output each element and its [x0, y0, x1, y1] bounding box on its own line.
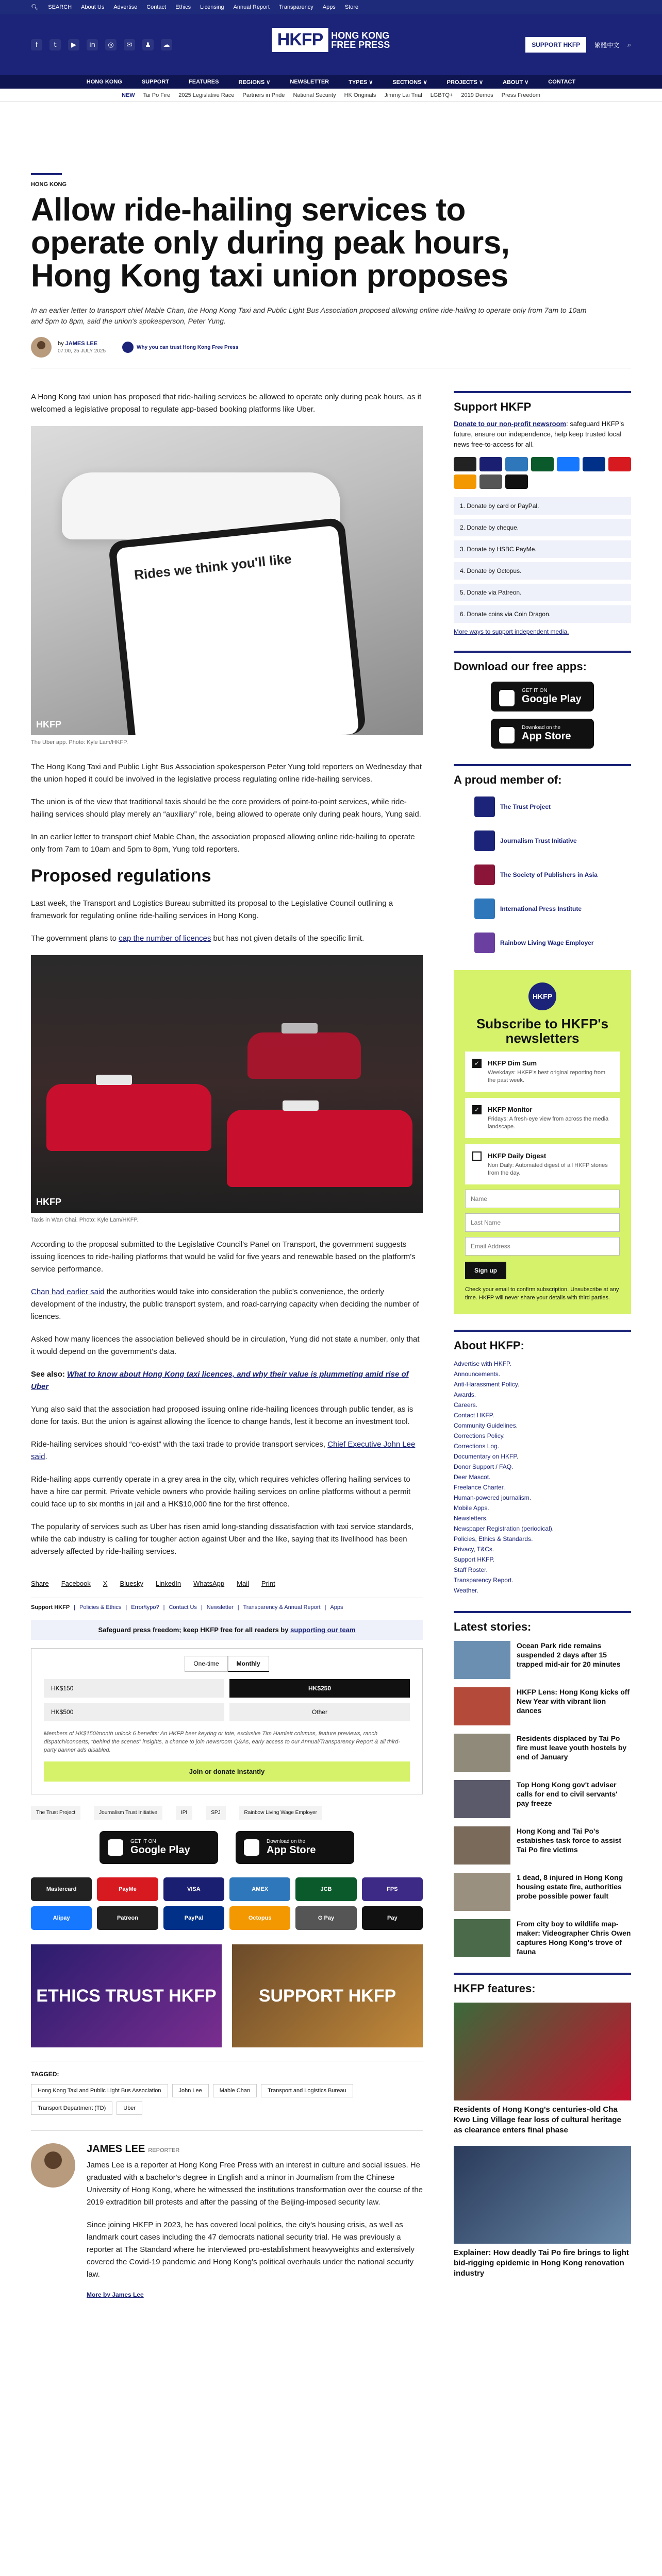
octopus-icon — [454, 474, 476, 489]
sidebar-about — [454, 1330, 631, 1596]
x-icon[interactable]: t — [49, 39, 61, 50]
nav-features[interactable]: FEATURES — [189, 79, 219, 85]
amex-icon — [505, 457, 528, 471]
story-item[interactable]: Residents displaced by Tai Po fire must leave youth hostels by end of January — [454, 1734, 631, 1772]
sidebar-title: HKFP features: — [454, 1982, 536, 1995]
amount-options — [44, 1679, 410, 1721]
nav-support[interactable]: SUPPORT — [141, 79, 170, 85]
trending-new-label: NEW — [122, 92, 135, 98]
mastodon-icon[interactable]: ♟ — [142, 39, 154, 50]
join-donate-button[interactable]: Join or donate instantly — [44, 1761, 410, 1782]
john-lee-link[interactable]: Chief Executive John Lee said — [31, 1440, 416, 1461]
policy-link[interactable]: Contact Us — [169, 1604, 197, 1611]
sidebar — [454, 391, 631, 2298]
ethics-banner[interactable]: ETHICS TRUST HKFP — [31, 1944, 222, 2047]
tag-list — [31, 2084, 423, 2115]
newsletter-option[interactable]: ✓ HKFP Monitor Fridays: A fresh-eye view from across the media landscape. — [465, 1098, 620, 1138]
sidebar-support-text: Donate to our non-profit newsroom: safeguard HKFP's future, ensure our independence, help keep trusted local news free-to-access for all. — [454, 420, 624, 448]
safeguard-banner: Safeguard press freedom; keep HKFP free for all readers by supporting our team — [31, 1620, 423, 1640]
nav-regions[interactable]: REGIONS ∨ — [238, 79, 271, 86]
about-link[interactable]: Careers. — [454, 1401, 478, 1409]
about-link[interactable]: Awards. — [454, 1391, 476, 1398]
author-bio: Since joining HKFP in 2023, he has covered local politics, the city's housing crisis, as well as landmark court cases including the 47 democrats national security trial. He was previously a reporter at The Standard where he interviewed pro-establishment heavyweights and extensively covered the Covid-19 pandemic and Hong Kong's political overhauls under the national security law. — [87, 2221, 415, 2279]
content-columns — [31, 391, 631, 2298]
about-link[interactable]: Staff Roster. — [454, 1566, 488, 1573]
share-x[interactable]: X — [103, 1580, 108, 1587]
paragraph: A Hong Kong taxi union has proposed that ride-hailing services be allowed to operate only during peak hours, as it welcomed a legislative proposal to regulate app-based booking platforms like Uber. — [31, 393, 422, 414]
search-icon[interactable]: 🔍︎ — [31, 4, 39, 11]
paragraph: The government plans to cap the number of licences but has not given details of the specific limit. — [31, 934, 365, 943]
utility-link-about[interactable]: About Us — [81, 4, 105, 10]
policy-links: Support HKFP | Policies & Ethics | Error/typo? | Contact Us | Newsletter | Transparency & Annual Report | Apps — [31, 1604, 343, 1611]
sidebar-features — [454, 1973, 631, 2279]
support-banner[interactable]: SUPPORT HKFP — [232, 1944, 423, 2047]
jcb-icon[interactable]: JCB — [295, 1877, 356, 1901]
trust-project-logo[interactable]: The Trust Project — [454, 795, 631, 819]
signup-button[interactable]: Sign up — [465, 1262, 506, 1279]
app-store-button[interactable]: Download on the App Store — [491, 719, 594, 749]
donate-option[interactable]: 2. Donate by cheque. — [454, 519, 631, 536]
byline-author[interactable]: by JAMES LEE — [58, 341, 98, 347]
share-mail[interactable]: Mail — [237, 1580, 249, 1587]
instagram-icon[interactable]: ◎ — [105, 39, 117, 50]
language-switch[interactable]: 繁體中文 — [594, 41, 620, 49]
photo-caption: Taxis in Wan Chai. Photo: Kyle Lam/HKFP. — [31, 1217, 139, 1223]
app-store-button[interactable]: Download on the App Store — [236, 1831, 354, 1864]
policy-link[interactable]: Apps — [330, 1604, 343, 1611]
donate-option[interactable]: 1. Donate by card or PayPal. — [454, 497, 631, 515]
utility-link-transparency[interactable]: Transparency — [278, 4, 313, 10]
nav-contact[interactable]: CONTACT — [548, 79, 576, 85]
checkbox-checked-icon[interactable]: ✓ — [472, 1059, 482, 1068]
newsletter-note: Check your email to confirm subscription. Unsubscribe at any time. HKFP will never share your details with third parties. — [465, 1286, 619, 1301]
about-link[interactable]: Human-powered journalism. — [454, 1494, 532, 1501]
paragraph: The union is of the view that traditional taxis should be the core providers of point-to-point services, while ride-hailing services should play merely an “auxiliary” role, being allowed to operate only during peak hours, Yung said. — [31, 798, 421, 819]
subheading: Proposed regulations — [31, 866, 211, 886]
share-label: Share — [31, 1580, 49, 1587]
story-thumbnail — [454, 1873, 510, 1911]
share-bluesky[interactable]: Bluesky — [120, 1580, 143, 1587]
patreon-icon[interactable]: Patreon — [97, 1906, 158, 1930]
sidebar-members — [454, 764, 631, 955]
about-link[interactable]: Anti-Harassment Policy. — [454, 1381, 520, 1388]
jti-logo[interactable]: Journalism Trust Initiative — [454, 829, 631, 853]
freq-one-time[interactable]: One-time — [185, 1656, 227, 1672]
donate-box — [31, 1648, 423, 1794]
apple-pay-icon[interactable]: Pay — [362, 1906, 423, 1930]
email-field[interactable] — [465, 1237, 620, 1256]
about-link[interactable]: Support HKFP. — [454, 1556, 495, 1563]
sidebar-title: About HKFP: — [454, 1339, 524, 1352]
policy-link[interactable]: Newsletter — [206, 1604, 234, 1611]
bluesky-icon[interactable]: ☁ — [161, 39, 172, 50]
trending-item[interactable]: Partners in Pride — [242, 92, 285, 98]
article-dek: In an earlier letter to transport chief Mable Chan, the Hong Kong Taxi and Public Light Bus Association proposed allowing online ride-hailing to operate only from 7am to 10am and 5pm to 8pm, said the union's spokesperson, Peter Yung. — [31, 306, 587, 325]
article-body — [31, 391, 423, 2298]
paragraph: Asked how many licences the association believed should be in circulation, Yung did not state a number, only that it would depend on the government's data. — [31, 1335, 420, 1356]
paragraph: Yung also said that the association had proposed issuing online ride-hailing licences through public tender, as is done for taxis. But the union is against allowing the licence to change hands, lest it become an investment tool. — [31, 1405, 413, 1426]
photo-watermark: HKFP — [36, 719, 61, 730]
about-link[interactable]: Documentary on HKFP. — [454, 1453, 519, 1460]
tag-chip[interactable]: John Lee — [172, 2084, 209, 2097]
nav-types[interactable]: TYPES ∨ — [349, 79, 373, 86]
tag-chip[interactable]: Mable Chan — [213, 2084, 257, 2097]
visa-icon[interactable]: VISA — [163, 1877, 224, 1901]
amount-150[interactable]: HK$150 — [44, 1679, 224, 1698]
checkbox-icon[interactable] — [472, 1151, 482, 1161]
sidebar-apps — [454, 651, 631, 749]
donate-option[interactable]: 5. Donate via Patreon. — [454, 584, 631, 601]
story-thumbnail — [454, 1780, 510, 1818]
main-nav — [0, 75, 662, 89]
nav-about[interactable]: ABOUT ∨ — [503, 79, 529, 86]
share-facebook[interactable]: Facebook — [61, 1580, 91, 1587]
sidebar-title: Latest stories: — [454, 1620, 532, 1633]
donate-link[interactable]: Donate to our non-profit newsroom — [454, 420, 567, 428]
utility-link-advertise[interactable]: Advertise — [113, 4, 138, 10]
paragraph: Ride-hailing services should “co-exist” with the taxi trade to provide transport services, Chief Executive John Lee said. — [31, 1440, 416, 1461]
author-bio: James Lee is a reporter at Hong Kong Free Press with an interest in culture and social issues. He graduated with a bachelor's degree in English and a minor in Journalism from the Chinese University of Hong Kong, where he witnessed the institutions transformation over the course of the 2019 extradition bill protests and after the passing of the Beijing-imposed security law. — [87, 2161, 423, 2207]
feature-item[interactable]: Residents of Hong Kong's centuries-old Cha Kwo Ling Village fear loss of cultural heritage as clearance enters final phase — [454, 2003, 631, 2136]
paragraph: The Hong Kong Taxi and Public Light Bus Association spokesperson Peter Yung told reporters on Wednesday that the union hoped it could be involved in the legislative process regulating online ride-hailing services. — [31, 762, 422, 784]
story-item[interactable]: HKFP Lens: Hong Kong kicks off New Year with vibrant lion dances — [454, 1687, 631, 1725]
about-link[interactable]: Policies, Ethics & Standards. — [454, 1535, 533, 1543]
checkbox-checked-icon[interactable]: ✓ — [472, 1105, 482, 1114]
spj-logo[interactable]: SPJ — [206, 1806, 225, 1820]
google-play-button[interactable]: GET IT ON Google Play — [491, 682, 594, 711]
living-wage-logo[interactable]: Rainbow Living Wage Employer — [454, 931, 631, 955]
story-item[interactable]: Hong Kong and Tai Po's estabishes task force to assist Tai Po fire victims — [454, 1826, 631, 1865]
trending-item[interactable]: Press Freedom — [501, 92, 540, 98]
story-thumbnail — [454, 1687, 510, 1725]
ipi-logo[interactable]: International Press Institute — [454, 897, 631, 921]
tag-chip[interactable]: Transport Department (TD) — [31, 2102, 112, 2115]
search-icon[interactable]: ⌕ — [627, 41, 631, 48]
tags-section — [31, 2061, 423, 2115]
gpay-icon[interactable]: G Pay — [295, 1906, 356, 1930]
facebook-icon[interactable]: f — [31, 39, 42, 50]
logo-mark: HKFP — [272, 28, 328, 52]
hkfp-badge-icon — [122, 342, 134, 353]
story-item[interactable]: Top Hong Kong gov't adviser calls for end to civil servants' pay freeze — [454, 1780, 631, 1818]
about-link[interactable]: Weather. — [454, 1587, 478, 1594]
alipay-icon — [557, 457, 580, 471]
share-linkedin[interactable]: LinkedIn — [156, 1580, 181, 1587]
see-also-link[interactable]: What to know about Hong Kong taxi licences, and why their value is plummeting amid rise of Uber — [31, 1370, 409, 1391]
taxi-shape — [46, 1084, 211, 1151]
donate-options — [454, 497, 631, 623]
sidebar-latest — [454, 1611, 631, 1957]
octopus-icon[interactable]: Octopus — [229, 1906, 290, 1930]
tag-chip[interactable]: Hong Kong Taxi and Public Light Bus Association — [31, 2084, 168, 2097]
author-box — [31, 2130, 423, 2298]
latest-list — [454, 1641, 631, 1957]
nav-newsletter[interactable]: NEWSLETTER — [290, 79, 329, 85]
nav-projects[interactable]: PROJECTS ∨ — [446, 79, 484, 86]
sidebar-title: Download our free apps: — [454, 660, 587, 673]
last-name-field[interactable] — [465, 1213, 620, 1232]
amount-other[interactable]: Other — [229, 1703, 410, 1721]
see-also: See also: What to know about Hong Kong taxi licences, and why their value is plummeting amid rise of Uber — [31, 1370, 409, 1391]
sidebar-support — [454, 391, 631, 635]
header-actions — [525, 37, 631, 53]
section-rule — [31, 173, 62, 175]
sidebar-payment-icons — [454, 457, 631, 489]
policy-link[interactable]: Transparency & Annual Report — [243, 1604, 321, 1611]
about-link[interactable]: Newsletters. — [454, 1515, 488, 1522]
story-item[interactable]: Ocean Park ride remains suspended 2 days after 15 trapped mid-air for 20 minutes — [454, 1641, 631, 1679]
taxi-shape — [227, 1110, 412, 1187]
paypal-icon[interactable]: PayPal — [163, 1906, 224, 1930]
about-link[interactable]: Transparency Report. — [454, 1577, 514, 1584]
feature-item[interactable]: Explainer: How deadly Tai Po fire brings to light bid-rigging epidemic in Hong Kong renovation industry — [454, 2146, 631, 2279]
trending-bar — [0, 89, 662, 102]
feature-thumbnail — [454, 2003, 631, 2100]
utility-link-ethics[interactable]: Ethics — [175, 4, 191, 10]
living-wage-logo[interactable]: Rainbow Living Wage Employer — [239, 1806, 322, 1820]
utility-link-contact[interactable]: Contact — [146, 4, 167, 10]
about-list — [454, 1359, 631, 1596]
about-link[interactable]: Contact HKFP. — [454, 1412, 494, 1419]
about-link[interactable]: Corrections Policy. — [454, 1432, 505, 1439]
about-link[interactable]: Privacy, T&Cs. — [454, 1546, 494, 1553]
policy-link[interactable]: Error/typo? — [131, 1604, 159, 1611]
article-wrap — [0, 173, 662, 2298]
amount-250[interactable]: HK$250 — [229, 1679, 410, 1698]
utility-bar — [0, 0, 662, 14]
paragraph: Last week, the Transport and Logistics Bureau submitted its proposal to the Legislative Council outlining a framework for regulating online ride-hailing services in Hong Kong. — [31, 899, 393, 920]
chan-said-link[interactable]: Chan had earlier said — [31, 1287, 105, 1296]
app-store-buttons — [31, 1831, 423, 1864]
article-photo-taxis[interactable] — [31, 955, 423, 1213]
utility-link-licensing[interactable]: Licensing — [200, 4, 224, 10]
more-ways-link[interactable]: More ways to support independent media. — [454, 628, 569, 635]
jti-logo[interactable]: Journalism Trust Initiative — [94, 1806, 162, 1820]
payme-icon[interactable]: PayMe — [97, 1877, 158, 1901]
site-header — [0, 14, 662, 75]
sidebar-title: A proud member of: — [454, 773, 562, 786]
paypal-icon — [583, 457, 605, 471]
about-link[interactable]: Deer Mascot. — [454, 1473, 491, 1481]
member-logo-list — [454, 795, 631, 955]
trending-item[interactable]: 2025 Legislative Race — [178, 92, 235, 98]
freq-monthly[interactable]: Monthly — [228, 1656, 269, 1672]
mastercard-icon[interactable]: Mastercard — [31, 1877, 92, 1901]
share-whatsapp[interactable]: WhatsApp — [193, 1580, 225, 1587]
story-thumbnail — [454, 1919, 510, 1957]
supporting-team-link[interactable]: supporting our team — [290, 1626, 356, 1634]
about-link[interactable]: Advertise with HKFP. — [454, 1360, 511, 1367]
policy-link[interactable]: Policies & Ethics — [79, 1604, 122, 1611]
about-link[interactable]: Announcements. — [454, 1370, 501, 1378]
donate-option[interactable]: 6. Donate coins via Coin Dragon. — [454, 605, 631, 623]
support-hkfp-link[interactable]: Support HKFP — [31, 1604, 70, 1611]
trending-item[interactable]: 2019 Demos — [461, 92, 493, 98]
sopa-logo[interactable]: The Society of Publishers in Asia — [454, 863, 631, 887]
mail-icon[interactable]: ✉ — [124, 39, 135, 50]
byline — [31, 337, 631, 368]
trending-item[interactable]: LGBTQ+ — [430, 92, 453, 98]
about-link[interactable]: Donor Support / FAQ. — [454, 1463, 514, 1470]
linkedin-icon[interactable]: in — [87, 39, 98, 50]
tag-chip[interactable]: Uber — [117, 2102, 142, 2115]
amount-500[interactable]: HK$500 — [44, 1703, 224, 1721]
payment-methods — [31, 1877, 423, 1930]
byline-date: 07:00, 25 JULY 2025 — [58, 348, 106, 354]
photo-caption: The Uber app. Photo: Kyle Lam/HKFP. — [31, 739, 128, 745]
newsletter-option[interactable]: HKFP Daily Digest Non Daily: Automated digest of all HKFP stories from the day. — [465, 1144, 620, 1184]
newsletter-title: Subscribe to HKFP's newsletters — [476, 1016, 609, 1046]
nav-sections[interactable]: SECTIONS ∨ — [392, 79, 427, 86]
paragraph: According to the proposal submitted to the Legislative Council's Panel on Transport, the government suggests issuing licences to ride-hailing platforms that would be valid for five years and renewable based on the platform's service performance. — [31, 1240, 416, 1274]
jcb-icon — [531, 457, 554, 471]
story-item[interactable]: 1 dead, 8 injured in Hong Kong housing estate fire, authorities probe possible power fault — [454, 1873, 631, 1911]
article-title: Allow ride-hailing services to operate only during peak hours, Hong Kong taxi union proposes — [31, 192, 510, 294]
alipay-icon[interactable]: Alipay — [31, 1906, 92, 1930]
trending-item[interactable]: HK Originals — [344, 92, 376, 98]
social-links — [31, 39, 172, 50]
article-section[interactable]: HONG KONG — [31, 181, 67, 188]
donate-option[interactable]: 4. Donate by Octopus. — [454, 562, 631, 580]
frequency-toggle — [44, 1656, 410, 1672]
mastercard-icon — [454, 457, 476, 471]
utility-link-annual-report[interactable]: Annual Report — [233, 4, 270, 10]
utility-link-store[interactable]: Store — [344, 4, 359, 10]
photo-watermark: HKFP — [36, 1197, 61, 1207]
logo-name: HONG KONG FREE PRESS — [331, 30, 390, 50]
nav-hong-kong[interactable]: HONG KONG — [86, 79, 122, 85]
article-photo-uber-app[interactable] — [31, 426, 423, 735]
apple-pay-icon — [505, 474, 528, 489]
amex-icon[interactable]: AMEX — [229, 1877, 290, 1901]
newsletter-option[interactable]: ✓ HKFP Dim Sum Weekdays: HKFP's best original reporting from the past week. — [465, 1052, 620, 1092]
trust-project-logo[interactable]: The Trust Project — [31, 1806, 80, 1820]
story-item[interactable]: From city boy to wildlife map-maker: Videographer Chris Owen captures Hong Kong's trove of fauna — [454, 1919, 631, 1957]
about-link[interactable]: Newspaper Registration (periodical). — [454, 1525, 554, 1532]
paragraph: The popularity of services such as Uber has risen amid long-standing dissatisfaction with taxi service standards, while the cab industry is calling for tougher action against Uber and the like, saying that its livelihood has been adversely affected by ride-hailing services. — [31, 1522, 414, 1556]
about-link[interactable]: Mobile Apps. — [454, 1504, 489, 1512]
google-play-button[interactable]: GET IT ON Google Play — [100, 1831, 218, 1864]
hkfp-logo-icon: HKFP — [528, 982, 556, 1010]
member-logos-row — [31, 1806, 423, 1820]
fps-icon[interactable]: FPS — [362, 1877, 423, 1901]
author-avatar[interactable] — [31, 2143, 75, 2188]
member-benefits: Members of HK$150/month unlock 6 benefits: An HKFP beer keyring or tote, exclusive Tim Hamlett columns, feature previews, ranch dispatch/concerts, “behind the scenes” insights, a chance to join newsroom Q&As, early access to our Annual/Transparency Report & all third-party banner ads disabled. — [44, 1731, 400, 1753]
story-thumbnail — [454, 1734, 510, 1772]
donate-option[interactable]: 3. Donate by HSBC PayMe. — [454, 540, 631, 558]
trust-badge[interactable]: Why you can trust Hong Kong Free Press — [122, 342, 238, 353]
utility-link-search[interactable]: SEARCH — [48, 4, 72, 10]
trending-item[interactable]: Tai Po Fire — [143, 92, 171, 98]
about-link[interactable]: Freelance Charter. — [454, 1484, 505, 1491]
more-by-author-link[interactable]: More by James Lee — [87, 2291, 144, 2298]
paragraph: In an earlier letter to transport chief Mable Chan, the association proposed allowing online ride-hailing to operate only from 7am to 10am and 5pm to 8pm, Yung told reporters. — [31, 833, 415, 854]
sidebar-title: Support HKFP — [454, 400, 532, 413]
licence-cap-link[interactable]: cap the number of licences — [119, 934, 211, 943]
paragraph: Chan had earlier said the authorities would take into consideration the public's convenience, the orderly development of the industry, the public transport system, and road-carrying capacity when deciding the number of licences. — [31, 1287, 419, 1321]
feature-thumbnail — [454, 2146, 631, 2244]
sidebar-store-buttons — [454, 682, 631, 749]
share-print[interactable]: Print — [261, 1580, 275, 1587]
about-link[interactable]: Community Guidelines. — [454, 1422, 518, 1429]
promo-banners — [31, 1944, 423, 2047]
gpay-icon — [479, 474, 502, 489]
support-hkfp-button[interactable]: SUPPORT HKFP — [525, 37, 586, 53]
name-field[interactable] — [465, 1190, 620, 1208]
about-link[interactable]: Corrections Log. — [454, 1443, 500, 1450]
story-thumbnail — [454, 1826, 510, 1865]
newsletter-signup — [454, 970, 631, 1314]
paragraph: Ride-hailing apps currently operate in a grey area in the city, which requires vehicles offering hailing services to have a hire car permit. Private vehicle owners who provide hailing services on online platforms without a permit could face up to six months in jail and a HK$10,000 fine for the first offence. — [31, 1475, 411, 1509]
phone-shape — [108, 517, 366, 735]
author-name[interactable]: JAMES LEE REPORTER — [87, 2143, 180, 2155]
share-bar — [31, 1568, 423, 1598]
payme-icon — [608, 457, 631, 471]
story-thumbnail — [454, 1641, 510, 1679]
phone-screen-text: Rides we think you'll like — [116, 525, 359, 735]
author-avatar[interactable] — [31, 337, 52, 358]
site-logo[interactable] — [272, 28, 390, 52]
tags-label: TAGGED: — [31, 2071, 59, 2078]
trending-item[interactable]: National Security — [293, 92, 336, 98]
trending-item[interactable]: Jimmy Lai Trial — [384, 92, 422, 98]
visa-icon — [479, 457, 502, 471]
utility-link-apps[interactable]: Apps — [322, 4, 336, 10]
ipi-logo[interactable]: IPI — [176, 1806, 192, 1820]
taxi-shape — [247, 1032, 361, 1079]
youtube-icon[interactable]: ▶ — [68, 39, 79, 50]
tag-chip[interactable]: Transport and Logistics Bureau — [261, 2084, 353, 2097]
